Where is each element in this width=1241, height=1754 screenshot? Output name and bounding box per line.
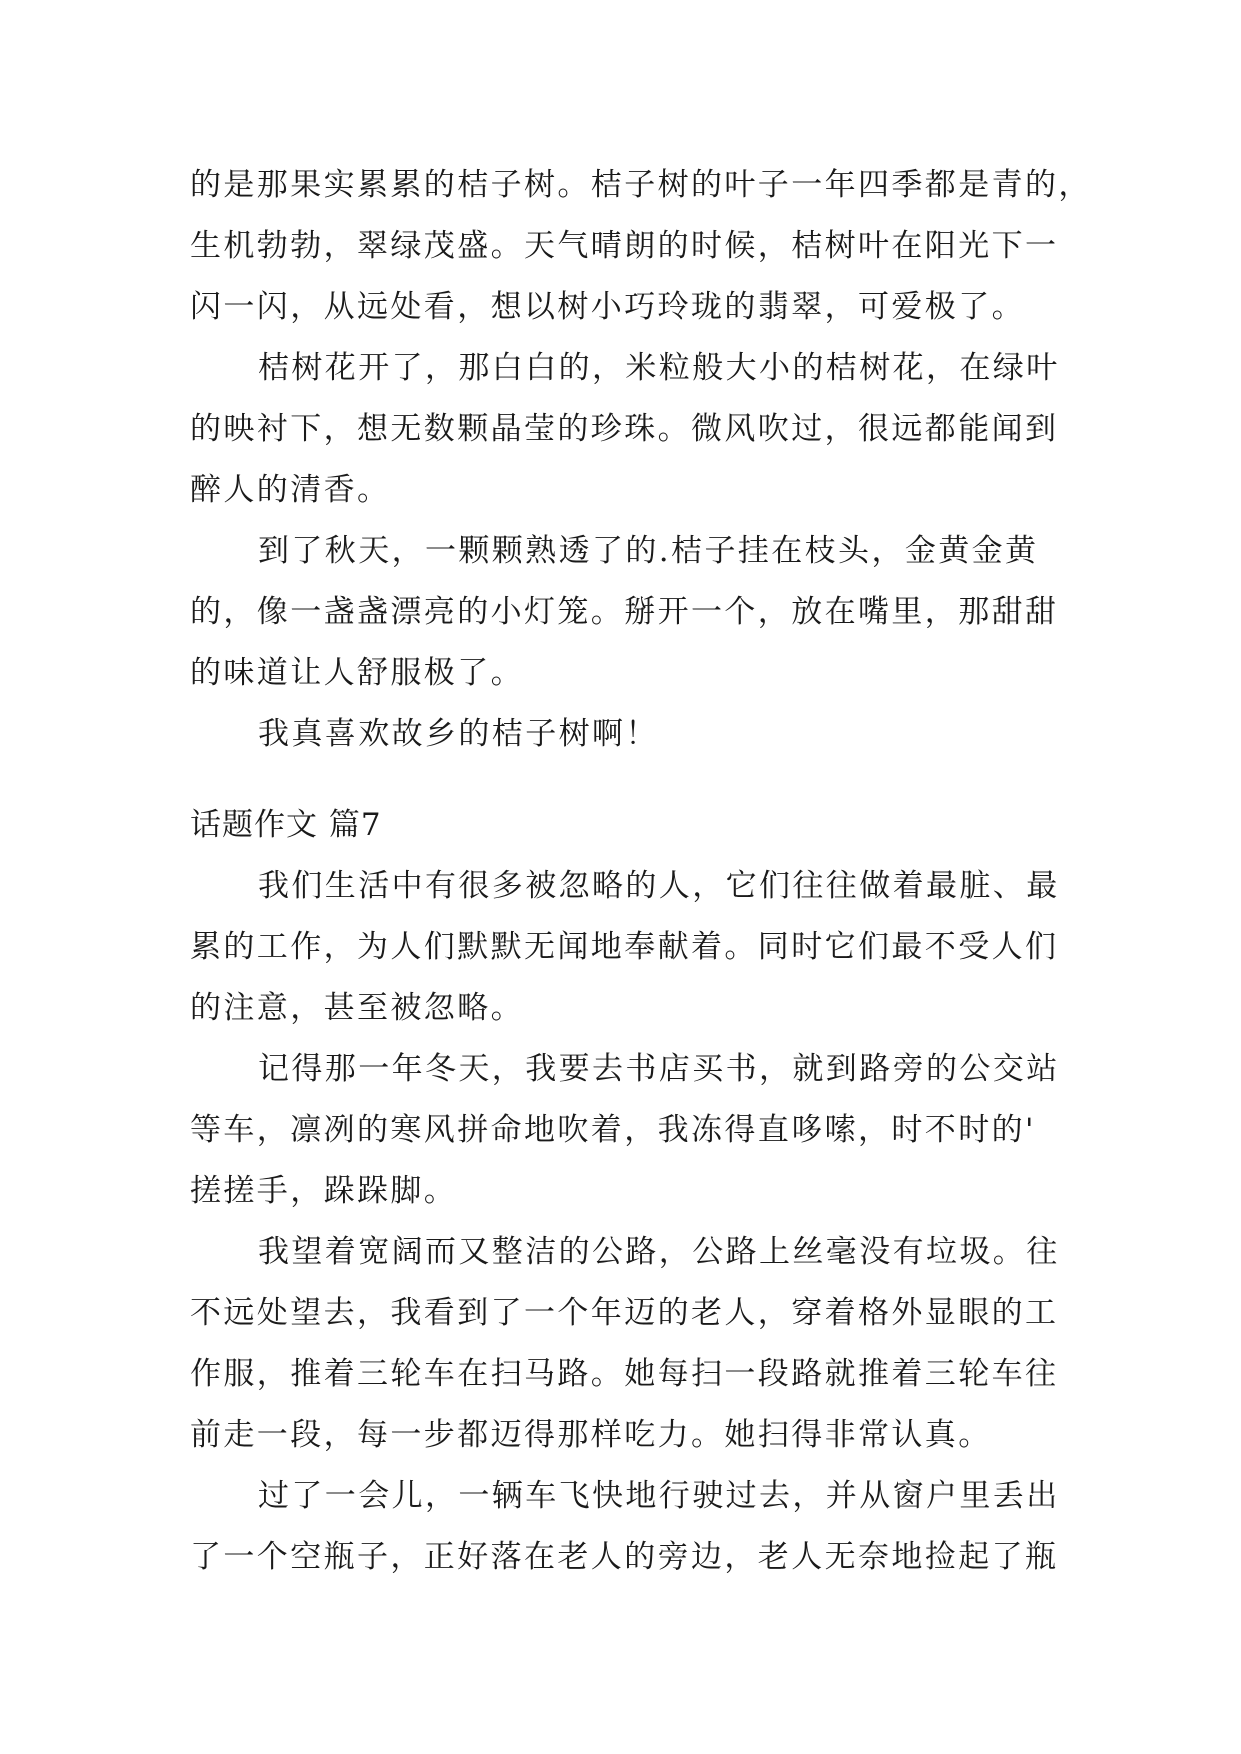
text-line: 的注意，甚至被忽略。 — [190, 990, 524, 1026]
text-line: 累的工作，为人们默默无闻地奉献着。同时它们最不受人们 — [190, 929, 1059, 965]
text-line: 的是那果实累累的桔子树。桔子树的叶子一年四季都是青的， — [190, 167, 1092, 203]
text-line: 过了一会儿，一辆车飞快地行驶过去，并从窗户里丢出 — [258, 1478, 1060, 1514]
text-line: 不远处望去，我看到了一个年迈的老人，穿着格外显眼的工 — [190, 1295, 1059, 1331]
text-line: 等车，凛冽的寒风拼命地吹着，我冻得直哆嗦，时不时的' — [190, 1112, 1036, 1148]
text-line: 记得那一年冬天，我要去书店买书，就到路旁的公交站 — [258, 1051, 1060, 1087]
section-heading: 话题作文 篇7 — [190, 807, 382, 843]
text-line: 的映衬下，想无数颗晶莹的珍珠。微风吹过，很远都能闻到 — [190, 411, 1059, 447]
text-line: 作服，推着三轮车在扫马路。她每扫一段路就推着三轮车往 — [190, 1356, 1059, 1392]
text-line: 我望着宽阔而又整洁的公路，公路上丝毫没有垃圾。往 — [258, 1234, 1060, 1270]
text-line: 搓搓手，跺跺脚。 — [190, 1173, 458, 1209]
text-line: 生机勃勃，翠绿茂盛。天气晴朗的时候，桔树叶在阳光下一 — [190, 228, 1059, 264]
text-line: 前走一段，每一步都迈得那样吃力。她扫得非常认真。 — [190, 1417, 992, 1453]
text-line: 的味道让人舒服极了。 — [190, 655, 524, 691]
text-line: 桔树花开了，那白白的，米粒般大小的桔树花，在绿叶 — [258, 350, 1060, 386]
text-line: 的，像一盏盏漂亮的小灯笼。掰开一个，放在嘴里，那甜甜 — [190, 594, 1059, 630]
text-line: 我真喜欢故乡的桔子树啊！ — [258, 716, 659, 752]
text-line: 我们生活中有很多被忽略的人，它们往往做着最脏、最 — [258, 868, 1060, 904]
text-line: 到了秋天，一颗颗熟透了的.桔子挂在枝头，金黄金黄 — [258, 533, 1039, 569]
text-line: 了一个空瓶子，正好落在老人的旁边，老人无奈地捡起了瓶 — [190, 1539, 1059, 1575]
text-line: 闪一闪，从远处看，想以树小巧玲珑的翡翠，可爱极了。 — [190, 289, 1025, 325]
text-line: 醉人的清香。 — [190, 472, 391, 508]
